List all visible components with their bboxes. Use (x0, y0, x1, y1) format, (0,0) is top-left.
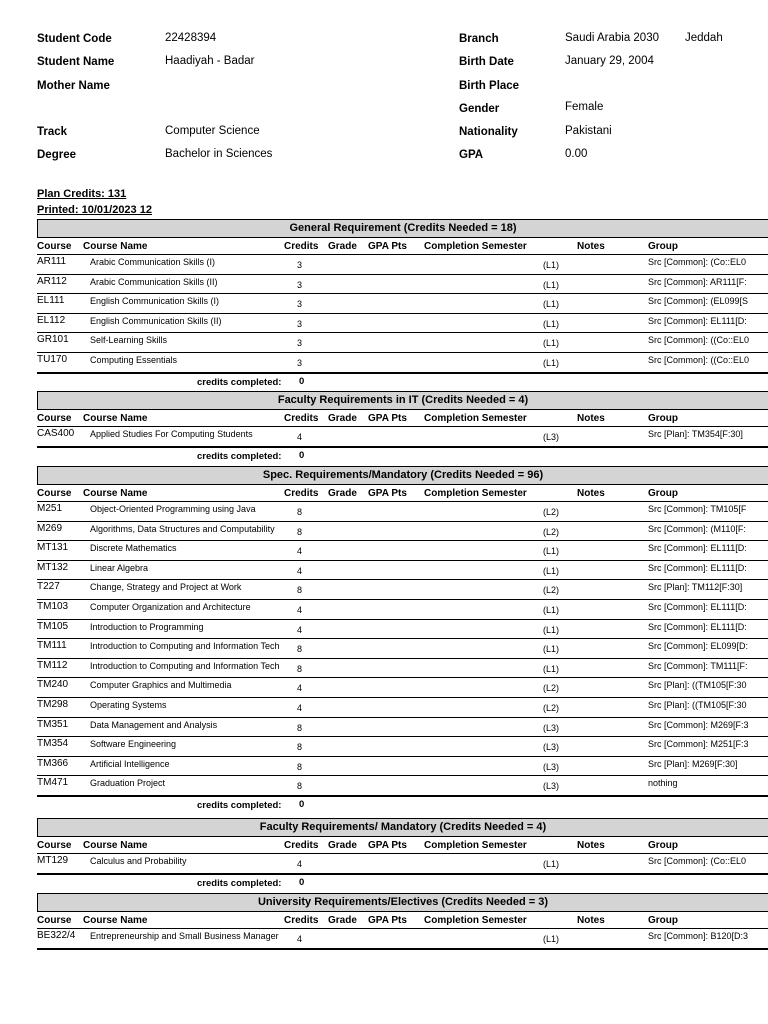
course-group: Src [Common]: EL111[D: (648, 315, 747, 326)
col-grade: Grade (328, 488, 357, 499)
course-code: TM351 (37, 718, 69, 730)
course-credits: 4 (297, 432, 303, 442)
col-course: Course (37, 413, 72, 424)
course-row (37, 854, 768, 875)
course-code: TM471 (37, 777, 69, 789)
course-name: Linear Algebra (90, 562, 149, 573)
section-title: General Requirement (Credits Needed = 18) (37, 219, 768, 238)
column-header-row (37, 837, 768, 854)
course-credits: 8 (297, 585, 303, 596)
course-code: TM111 (37, 640, 67, 652)
course-credits: 3 (297, 279, 303, 290)
col-credits: Credits (284, 915, 319, 926)
col-grade: Grade (328, 915, 357, 926)
col-credits: Credits (284, 488, 319, 499)
course-semester: (L3) (543, 742, 560, 753)
course-code: MT131 (37, 542, 69, 554)
course-name: Artificial Intelligence (90, 758, 170, 769)
course-code: AR111 (37, 256, 67, 267)
credits-completed-row (37, 448, 768, 465)
course-group: Src [Plan]: TM354[F:30] (648, 429, 743, 439)
course-row (37, 757, 768, 777)
column-header-row (37, 485, 768, 502)
course-semester: (L2) (543, 702, 560, 713)
credits-completed-label: credits completed: (197, 877, 282, 889)
course-name: Applied Studies For Computing Students (90, 429, 253, 439)
degree-label: Degree (37, 149, 76, 161)
course-group: Src [Common]: EL111[D: (648, 543, 747, 554)
course-credits: 8 (297, 663, 303, 674)
gpa-value: 0.00 (565, 148, 588, 160)
course-name: Graduation Project (90, 778, 166, 789)
printed-date: Printed: 10/01/2023 12 (37, 204, 152, 216)
course-name: Introduction to Programming (90, 621, 204, 632)
course-name: Arabic Communication Skills (II) (90, 276, 218, 287)
course-code: MT132 (37, 561, 69, 573)
credits-completed-row (37, 797, 768, 814)
course-credits: 3 (297, 318, 303, 329)
course-credits: 4 (297, 565, 303, 576)
course-semester: (L3) (543, 761, 560, 772)
col-credits: Credits (284, 840, 319, 851)
course-code: EL111 (37, 295, 65, 307)
col-course: Course (37, 840, 72, 851)
course-code: TM105 (37, 620, 69, 632)
course-semester: (L1) (543, 663, 560, 674)
credits-completed-value: 0 (299, 449, 305, 461)
course-credits: 3 (297, 299, 303, 310)
course-row (37, 620, 768, 640)
student-name-label: Student Name (37, 56, 115, 68)
course-name: Change, Strategy and Project at Work (90, 582, 242, 593)
course-row (37, 275, 768, 295)
course-row (37, 561, 768, 581)
course-row (37, 502, 768, 522)
course-credits: 8 (297, 761, 303, 772)
course-group: Src [Common]: (EL099[S (648, 296, 749, 307)
birth-date-label: Birth Date (459, 56, 514, 68)
course-code: CAS400 (37, 428, 75, 439)
col-course-name: Course Name (83, 840, 148, 851)
course-code: BE322/4 (37, 930, 76, 941)
col-credits: Credits (284, 413, 319, 424)
col-notes: Notes (577, 488, 605, 499)
course-group: Src [Common]: M251[F:3 (648, 739, 749, 750)
course-group: Src [Common]: TM111[F: (648, 660, 748, 671)
course-group: Src [Common]: EL111[D: (648, 562, 747, 573)
course-row (37, 737, 768, 757)
course-credits: 8 (297, 722, 303, 733)
course-code: GR101 (37, 334, 69, 346)
course-semester: (L1) (543, 318, 560, 329)
course-semester: (L1) (543, 859, 560, 869)
course-row (37, 659, 768, 679)
course-group: Src [Common]: (Co::EL0 (648, 856, 747, 866)
course-group: Src [Common]: B120[D:3 (648, 931, 749, 941)
birth-date-value: January 29, 2004 (565, 55, 654, 67)
course-group: Src [Common]: (M110[F: (648, 523, 746, 534)
gender-label: Gender (459, 103, 500, 115)
section-title: Faculty Requirements/ Mandatory (Credits Needed = 4) (37, 818, 768, 837)
course-semester: (L2) (543, 585, 560, 596)
course-row (37, 255, 768, 275)
course-semester: (L1) (543, 644, 560, 655)
course-semester: (L1) (543, 624, 560, 635)
col-course: Course (37, 488, 72, 499)
col-gpa-pts: GPA Pts (368, 840, 407, 851)
course-code: EL112 (37, 314, 66, 326)
course-code: M251 (37, 503, 63, 514)
section-university-requirements-electives (37, 893, 768, 950)
section-title: Spec. Requirements/Mandatory (Credits Needed = 96) (37, 466, 768, 485)
col-notes: Notes (577, 241, 605, 252)
course-semester: (L3) (543, 781, 560, 792)
course-semester: (L3) (543, 432, 560, 442)
course-code: M269 (37, 522, 63, 534)
branch-city: Jeddah (685, 32, 723, 44)
course-group: Src [Common]: AR111[F: (648, 276, 747, 287)
course-name: Object-Oriented Programming using Java (90, 504, 256, 514)
gender-value: Female (565, 101, 604, 113)
col-course: Course (37, 915, 72, 926)
course-name: Entrepreneurship and Small Business Manager (90, 931, 279, 941)
course-semester: (L2) (543, 526, 560, 537)
col-group: Group (648, 241, 678, 252)
course-name: Self-Learning Skills (90, 335, 168, 346)
course-code: AR112 (37, 275, 67, 287)
course-name: Introduction to Computing and Information Tech (90, 660, 280, 671)
col-grade: Grade (328, 840, 357, 851)
course-code: TM298 (37, 698, 69, 710)
col-completion-semester: Completion Semester (424, 488, 527, 499)
course-row (37, 427, 768, 448)
course-semester: (L1) (543, 357, 560, 368)
course-code: TM240 (37, 679, 69, 691)
course-row (37, 294, 768, 314)
course-row (37, 678, 768, 698)
col-gpa-pts: GPA Pts (368, 241, 407, 252)
course-row (37, 333, 768, 353)
course-name: Computing Essentials (90, 354, 178, 365)
branch-value: Saudi Arabia 2030 (565, 32, 659, 44)
student-code-value: 22428394 (165, 32, 217, 44)
course-row (37, 929, 768, 950)
course-name: English Communication Skills (I) (90, 296, 220, 307)
course-group: Src [Common]: TM105[F (648, 504, 747, 514)
course-code: TM354 (37, 738, 69, 750)
course-semester: (L1) (543, 546, 560, 557)
column-header-row (37, 410, 768, 427)
course-name: English Communication Skills (II) (90, 315, 222, 326)
course-credits: 4 (297, 604, 303, 615)
course-credits: 3 (297, 357, 303, 368)
col-completion-semester: Completion Semester (424, 915, 527, 926)
course-credits: 4 (297, 859, 303, 869)
course-semester: (L1) (543, 565, 560, 576)
birth-place-label: Birth Place (459, 80, 520, 92)
course-credits: 3 (297, 260, 303, 270)
col-course-name: Course Name (83, 413, 148, 424)
course-credits: 4 (297, 624, 303, 635)
col-course-name: Course Name (83, 488, 148, 499)
course-row (37, 580, 768, 600)
gpa-label: GPA (459, 149, 484, 161)
course-code: TU170 (37, 353, 68, 365)
course-group: Src [Plan]: TM112[F:30] (648, 582, 743, 593)
column-header-row (37, 238, 768, 255)
nationality-value: Pakistani (565, 125, 612, 137)
course-credits: 4 (297, 934, 303, 944)
course-semester: (L1) (543, 299, 560, 310)
col-notes: Notes (577, 915, 605, 926)
credits-completed-label: credits completed: (197, 376, 282, 388)
course-group: Src [Common]: (Co::EL0 (648, 257, 747, 267)
course-name: Computer Graphics and Multimedia (90, 680, 232, 691)
student-name-value: Haadiyah - Badar (165, 55, 255, 67)
col-gpa-pts: GPA Pts (368, 488, 407, 499)
section-title: Faculty Requirements in IT (Credits Needed = 4) (37, 391, 768, 410)
section-spec-requirements-mandatory (37, 466, 768, 814)
course-code: TM112 (37, 659, 68, 671)
col-completion-semester: Completion Semester (424, 413, 527, 424)
course-semester: (L1) (543, 338, 560, 349)
branch-label: Branch (459, 33, 499, 45)
course-semester: (L1) (543, 260, 560, 270)
course-name: Software Engineering (90, 739, 177, 750)
col-completion-semester: Completion Semester (424, 840, 527, 851)
course-credits: 4 (297, 683, 303, 694)
course-credits: 8 (297, 742, 303, 753)
col-course-name: Course Name (83, 241, 148, 252)
column-header-row (37, 912, 768, 929)
degree-value: Bachelor in Sciences (165, 148, 273, 160)
section-general-requirement (37, 219, 768, 391)
col-gpa-pts: GPA Pts (368, 413, 407, 424)
course-group: Src [Common]: ((Co::EL0 (648, 354, 750, 365)
credits-completed-row (37, 875, 768, 892)
course-row (37, 639, 768, 659)
course-group: Src [Plan]: ((TM105[F:30 (648, 699, 747, 710)
course-name: Introduction to Computing and Information Tech (90, 641, 280, 652)
course-group: Src [Common]: M269[F:3 (648, 719, 749, 730)
col-credits: Credits (284, 241, 319, 252)
track-value: Computer Science (165, 125, 260, 137)
course-group: Src [Plan]: M269[F:30] (648, 758, 738, 769)
course-group: Src [Common]: ((Co::EL0 (648, 335, 750, 346)
course-semester: (L3) (543, 722, 560, 733)
course-name: Calculus and Probability (90, 856, 187, 866)
course-code: TM103 (37, 600, 69, 612)
course-code: MT129 (37, 855, 69, 866)
section-title: University Requirements/Electives (Credits Needed = 3) (37, 893, 768, 912)
course-group: Src [Common]: EL099[D: (648, 641, 749, 652)
track-label: Track (37, 126, 68, 138)
course-row (37, 698, 768, 718)
course-semester: (L1) (543, 279, 560, 290)
course-name: Data Management and Analysis (90, 719, 218, 730)
course-semester: (L2) (543, 683, 560, 694)
col-completion-semester: Completion Semester (424, 241, 527, 252)
col-group: Group (648, 915, 678, 926)
course-row (37, 718, 768, 738)
col-course-name: Course Name (83, 915, 148, 926)
credits-completed-value: 0 (299, 798, 305, 810)
course-name: Arabic Communication Skills (I) (90, 257, 216, 267)
student-code-label: Student Code (37, 33, 112, 45)
course-group: nothing (648, 778, 678, 789)
credits-completed-label: credits completed: (197, 799, 282, 811)
course-group: Src [Common]: EL111[D: (648, 601, 747, 612)
course-credits: 8 (297, 526, 303, 537)
plan-credits: Plan Credits: 131 (37, 188, 127, 200)
course-name: Algorithms, Data Structures and Computability (90, 523, 275, 534)
course-credits: 8 (297, 781, 303, 792)
col-group: Group (648, 413, 678, 424)
course-code: TM366 (37, 757, 69, 769)
course-credits: 4 (297, 546, 303, 557)
col-grade: Grade (328, 413, 357, 424)
col-gpa-pts: GPA Pts (368, 915, 407, 926)
course-row (37, 522, 768, 542)
course-credits: 8 (297, 644, 303, 655)
course-name: Discrete Mathematics (90, 543, 177, 554)
course-credits: 3 (297, 338, 303, 349)
course-credits: 4 (297, 702, 303, 713)
credits-completed-value: 0 (299, 375, 305, 387)
col-notes: Notes (577, 413, 605, 424)
col-course: Course (37, 241, 72, 252)
course-row (37, 600, 768, 620)
credits-completed-row (37, 374, 768, 391)
course-semester: (L1) (543, 934, 560, 944)
course-semester: (L2) (543, 507, 560, 517)
col-group: Group (648, 840, 678, 851)
course-group: Src [Common]: EL111[D: (648, 621, 747, 632)
course-semester: (L1) (543, 604, 560, 615)
credits-completed-value: 0 (299, 876, 305, 888)
course-code: T227 (37, 581, 60, 593)
col-grade: Grade (328, 241, 357, 252)
course-credits: 8 (297, 507, 303, 517)
col-group: Group (648, 488, 678, 499)
section-faculty-requirements-it (37, 391, 768, 465)
section-faculty-requirements-mandatory (37, 818, 768, 892)
credits-completed-label: credits completed: (197, 450, 282, 462)
course-row (37, 314, 768, 334)
course-group: Src [Plan]: ((TM105[F:30 (648, 680, 747, 691)
course-row (37, 541, 768, 561)
course-name: Computer Organization and Architecture (90, 601, 251, 612)
nationality-label: Nationality (459, 126, 518, 138)
course-name: Operating Systems (90, 699, 167, 710)
col-notes: Notes (577, 840, 605, 851)
mother-name-label: Mother Name (37, 80, 110, 92)
course-row (37, 776, 768, 797)
course-row (37, 353, 768, 374)
